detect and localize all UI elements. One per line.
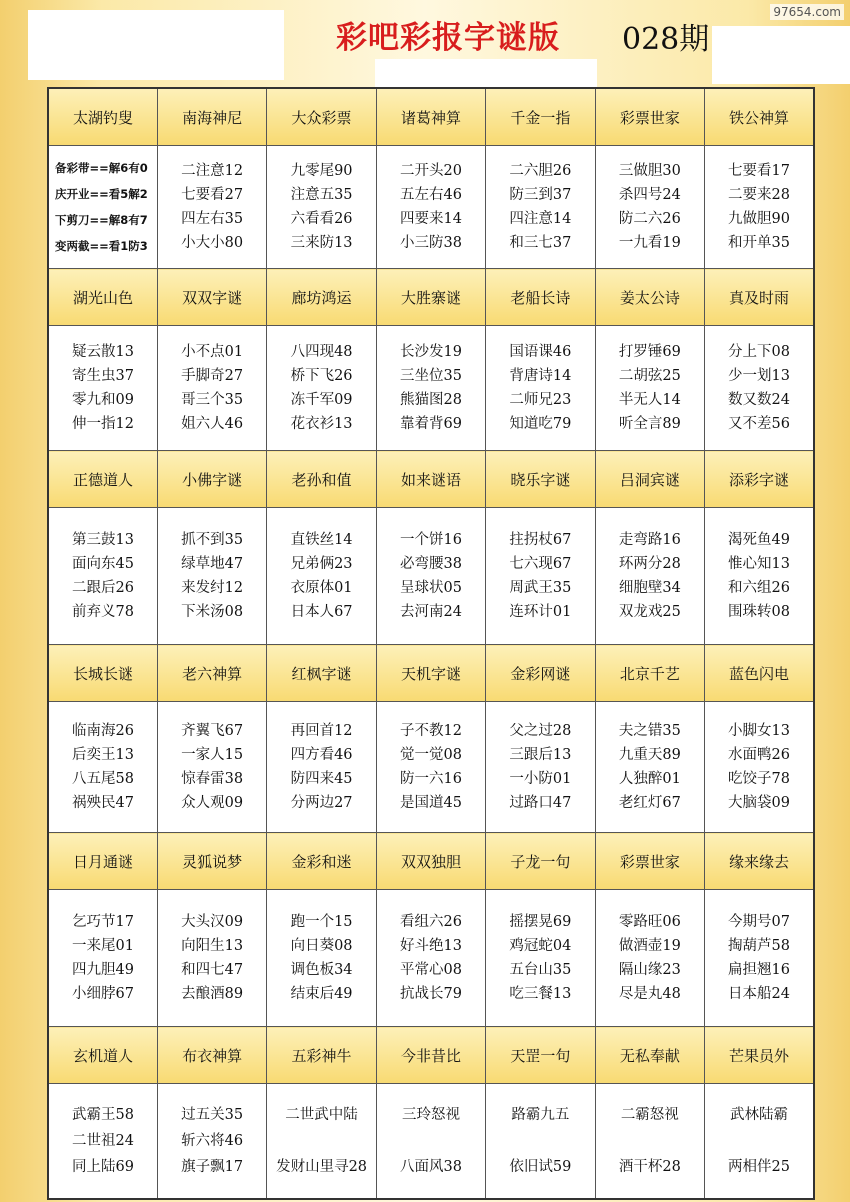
- clue-line: 大头汉09: [181, 914, 244, 930]
- clue-line: 乞巧节17: [71, 914, 134, 930]
- clue-cell: [486, 890, 595, 1027]
- clue-line: 二胡弦25: [618, 368, 681, 384]
- clue-line: 二六胆26: [509, 163, 572, 179]
- clue-row: [48, 1084, 814, 1200]
- clue-line: 同上陆69: [71, 1159, 134, 1175]
- clue-cell: [48, 146, 157, 269]
- clue-line: 打罗锤69: [618, 344, 681, 360]
- clue-cell: [48, 702, 157, 833]
- clue-line: 四方看46: [290, 747, 353, 763]
- clue-line: 过五关35: [181, 1107, 244, 1123]
- clue-line: 二世武中陆: [285, 1107, 358, 1123]
- clue-line: 花衣衫13: [290, 416, 353, 432]
- clue-cell: [267, 702, 376, 833]
- clue-line: 二师兄23: [509, 392, 572, 408]
- expert-name-cell: 老孙和值: [267, 451, 376, 508]
- expert-name-cell: 南海神尼: [157, 88, 266, 146]
- clue-line: 伸一指12: [71, 416, 134, 432]
- clue-line: 齐翼飞67: [181, 723, 244, 739]
- header-row: [48, 833, 814, 890]
- clue-line: 三跟后13: [509, 747, 572, 763]
- header-row: [48, 88, 814, 146]
- clue-line: 二跟后26: [71, 580, 134, 596]
- clue-line: 武林陆霸: [730, 1107, 789, 1123]
- clue-line: 半无人14: [618, 392, 681, 408]
- expert-name-cell: 太湖钓叟: [48, 88, 157, 146]
- clue-line: 数又数24: [728, 392, 790, 408]
- expert-name-cell: 吕洞宾谜: [595, 451, 704, 508]
- clue-line: 九零尾90: [290, 163, 353, 179]
- clue-line: 小细脖67: [71, 986, 134, 1002]
- clue-line: 下米汤08: [181, 604, 244, 620]
- clue-cell: [48, 508, 157, 645]
- clue-line: 小不点01: [181, 344, 244, 360]
- clue-line: 吃三餐13: [509, 986, 572, 1002]
- clue-line: 掏葫芦58: [728, 938, 790, 954]
- clue-line: 水面鸭26: [728, 747, 790, 763]
- clue-line: 靠着背69: [400, 416, 462, 432]
- clue-line: 长沙发19: [400, 344, 462, 360]
- clue-cell: [486, 146, 595, 269]
- clue-line: 做酒壶19: [618, 938, 681, 954]
- clue-line: 好斗绝13: [400, 938, 462, 954]
- clue-line: 疑云散13: [71, 344, 134, 360]
- expert-name-cell: 无私奉献: [595, 1027, 704, 1084]
- clue-line: 桥下飞26: [290, 368, 353, 384]
- clue-line: 人独醉01: [618, 771, 681, 787]
- header-row: [48, 269, 814, 326]
- clue-cell: [595, 326, 704, 451]
- clue-cell: [376, 1084, 485, 1200]
- clue-line: 双龙戏25: [618, 604, 681, 620]
- expert-name-cell: 大胜寨谜: [376, 269, 485, 326]
- blank-panel-center: [375, 59, 597, 89]
- expert-name-cell: 红枫字谜: [267, 645, 376, 702]
- expert-name-cell: 如来谜语: [376, 451, 485, 508]
- clue-line: 冻千军09: [290, 392, 353, 408]
- header-row: [48, 451, 814, 508]
- expert-name-cell: 金彩网谜: [486, 645, 595, 702]
- clue-line: 四要来14: [400, 211, 462, 227]
- expert-name-cell: 双双字谜: [157, 269, 266, 326]
- clue-line: 和四七47: [181, 962, 244, 978]
- expert-name-cell: 蓝色闪电: [705, 645, 814, 702]
- clue-line: 零路旺06: [618, 914, 681, 930]
- clue-cell: [157, 890, 266, 1027]
- clue-line: 扁担翘16: [728, 962, 790, 978]
- clue-line: 走弯路16: [618, 532, 681, 548]
- clue-line: 两相伴25: [728, 1159, 790, 1175]
- clue-cell: [595, 702, 704, 833]
- clue-line: 知道吃79: [509, 416, 572, 432]
- clue-line: 二要来28: [728, 187, 790, 203]
- expert-name-cell: 玄机道人: [48, 1027, 157, 1084]
- clue-line: 二开头20: [400, 163, 462, 179]
- clue-line: 隔山缘23: [618, 962, 681, 978]
- clue-line: 必弯腰38: [400, 556, 462, 572]
- clue-line: 拄拐杖67: [509, 532, 572, 548]
- clue-cell: [157, 508, 266, 645]
- clue-line: 来发纣12: [181, 580, 244, 596]
- clue-line: 九重天89: [618, 747, 681, 763]
- clue-line: 武霸王58: [71, 1107, 134, 1123]
- clue-line: 一来尾01: [71, 938, 134, 954]
- clue-line: 六看看26: [290, 211, 353, 227]
- clue-line: 兄弟俩23: [290, 556, 353, 572]
- clue-line: 结束后49: [290, 986, 353, 1002]
- clue-cell: [705, 890, 814, 1027]
- clue-line: 和三七37: [509, 235, 572, 251]
- clue-line: 变两截==看1防3: [55, 239, 148, 253]
- clue-line: 五左右46: [400, 187, 462, 203]
- clue-line: 日本船24: [728, 986, 790, 1002]
- clue-line: 依旧试59: [509, 1159, 572, 1175]
- clue-line: 和开单35: [728, 235, 790, 251]
- clue-line: 祸殃民47: [71, 795, 134, 811]
- clue-line: 再回首12: [290, 723, 353, 739]
- clue-line: 五台山35: [509, 962, 572, 978]
- expert-name-cell: 布衣神算: [157, 1027, 266, 1084]
- expert-name-cell: 晓乐字谜: [486, 451, 595, 508]
- clue-line: 向日葵08: [290, 938, 353, 954]
- clue-cell: [157, 146, 266, 269]
- expert-name-cell: 今非昔比: [376, 1027, 485, 1084]
- clue-cell: [376, 702, 485, 833]
- clue-line: 防一六16: [400, 771, 462, 787]
- clue-line: 防二六26: [618, 211, 681, 227]
- clue-cell: [595, 890, 704, 1027]
- clue-cell: [705, 326, 814, 451]
- clue-line: 惊春雷38: [181, 771, 244, 787]
- clue-line: 夫之错35: [618, 723, 681, 739]
- expert-name-cell: 北京千艺: [595, 645, 704, 702]
- clue-cell: [486, 508, 595, 645]
- clue-cell: [486, 702, 595, 833]
- clue-line: 少一划13: [728, 368, 790, 384]
- clue-row: [48, 146, 814, 269]
- clue-cell: [267, 508, 376, 645]
- clue-line: [486, 1128, 594, 1154]
- clue-line: 八四现48: [290, 344, 353, 360]
- clue-line: 小三防38: [400, 235, 462, 251]
- clue-line: 零九和09: [71, 392, 134, 408]
- clue-line: 日本人67: [290, 604, 353, 620]
- page-title: 彩吧彩报字谜版: [336, 20, 560, 56]
- clue-line: 临南海26: [71, 723, 134, 739]
- clue-cell: [267, 326, 376, 451]
- issue-number: 028期: [622, 22, 710, 57]
- clue-line: 今期号07: [728, 914, 790, 930]
- clue-cell: [157, 326, 266, 451]
- expert-name-cell: 添彩字谜: [705, 451, 814, 508]
- clue-line: 发财山里寻28: [276, 1159, 368, 1175]
- expert-name-cell: 灵狐说梦: [157, 833, 266, 890]
- clue-line: 去河南24: [400, 604, 462, 620]
- clue-line: 七要看27: [181, 187, 244, 203]
- clue-line: 调色板34: [290, 962, 353, 978]
- expert-name-cell: 彩票世家: [595, 833, 704, 890]
- expert-name-cell: 五彩神牛: [267, 1027, 376, 1084]
- clue-line: 七六现67: [509, 556, 572, 572]
- clue-line: 跑一个15: [290, 914, 353, 930]
- clue-line: 尽是丸48: [618, 986, 681, 1002]
- clue-line: 衣原体01: [290, 580, 353, 596]
- clue-line: 三坐位35: [400, 368, 462, 384]
- clue-line: 四左右35: [181, 211, 244, 227]
- clue-line: [705, 1128, 813, 1154]
- clue-line: 去酿酒89: [181, 986, 244, 1002]
- clue-cell: [267, 146, 376, 269]
- clue-line: 前弃义78: [71, 604, 134, 620]
- clue-line: 后奕王13: [71, 747, 134, 763]
- clue-line: 觉一觉08: [400, 747, 462, 763]
- clue-cell: [705, 508, 814, 645]
- clue-cell: [705, 146, 814, 269]
- clue-line: 周武王35: [509, 580, 572, 596]
- clue-cell: [595, 508, 704, 645]
- clue-line: 渴死鱼49: [728, 532, 790, 548]
- clue-cell: [376, 326, 485, 451]
- clue-cell: [486, 1084, 595, 1200]
- clue-line: 国语课46: [509, 344, 572, 360]
- clue-line: 路霸九五: [511, 1107, 570, 1123]
- clue-line: 八面风38: [400, 1159, 462, 1175]
- header-row: [48, 1027, 814, 1084]
- clue-line: 四注意14: [509, 211, 572, 227]
- clue-cell: [267, 1084, 376, 1200]
- clue-line: 酒干杯28: [618, 1159, 681, 1175]
- blank-panel-left: [28, 10, 284, 80]
- clue-line: 平常心08: [400, 962, 462, 978]
- clue-line: 环两分28: [618, 556, 681, 572]
- clue-cell: [157, 1084, 266, 1200]
- expert-name-cell: 子龙一句: [486, 833, 595, 890]
- clue-line: 三来防13: [290, 235, 353, 251]
- clue-line: 三玲怒视: [401, 1107, 460, 1123]
- expert-name-cell: 真及时雨: [705, 269, 814, 326]
- clue-row: [48, 702, 814, 833]
- expert-name-cell: 诸葛神算: [376, 88, 485, 146]
- clue-line: 小脚女13: [728, 723, 790, 739]
- clue-cell: [595, 1084, 704, 1200]
- clue-line: 绿草地47: [181, 556, 244, 572]
- clue-line: 备彩带==解6有0: [55, 161, 148, 175]
- clue-cell: [705, 1084, 814, 1200]
- clue-line: 下剪刀==解8有7: [55, 213, 148, 227]
- clue-line: 七要看17: [728, 163, 790, 179]
- clue-line: 抓不到35: [181, 532, 244, 548]
- clue-line: 细胞壁34: [618, 580, 681, 596]
- clue-row: [48, 890, 814, 1027]
- clue-cell: [267, 890, 376, 1027]
- clue-line: 姐六人46: [181, 416, 244, 432]
- clue-line: 老红灯67: [618, 795, 681, 811]
- clue-line: 子不教12: [400, 723, 462, 739]
- expert-name-cell: 小佛字谜: [157, 451, 266, 508]
- clue-line: 二霸怒视: [620, 1107, 679, 1123]
- clue-line: 二世祖24: [71, 1133, 134, 1149]
- clue-line: 惟心知13: [728, 556, 790, 572]
- clue-line: 八五尾58: [71, 771, 134, 787]
- clue-line: 一个饼16: [400, 532, 462, 548]
- clue-line: 吃饺子78: [728, 771, 790, 787]
- clue-line: 杀四号24: [618, 187, 681, 203]
- clue-line: 听全言89: [618, 416, 681, 432]
- clue-row: [48, 508, 814, 645]
- clue-line: 一家人15: [181, 747, 244, 763]
- clue-line: 围珠转08: [728, 604, 790, 620]
- clue-line: 看组六26: [400, 914, 462, 930]
- clue-line: 抗战长79: [400, 986, 462, 1002]
- expert-name-cell: 廊坊鸿运: [267, 269, 376, 326]
- clue-cell: [48, 326, 157, 451]
- expert-name-cell: 老六神算: [157, 645, 266, 702]
- expert-name-cell: 千金一指: [486, 88, 595, 146]
- clue-line: 分两边27: [290, 795, 353, 811]
- clue-cell: [376, 890, 485, 1027]
- clue-cell: [376, 508, 485, 645]
- expert-name-cell: 正德道人: [48, 451, 157, 508]
- clue-cell: [157, 702, 266, 833]
- expert-name-cell: 天机字谜: [376, 645, 485, 702]
- clue-line: [596, 1128, 704, 1154]
- clue-line: 连环计01: [509, 604, 572, 620]
- clue-line: 哥三个35: [181, 392, 244, 408]
- expert-name-cell: 双双独胆: [376, 833, 485, 890]
- clue-cell: [705, 702, 814, 833]
- clue-line: 直铁丝14: [290, 532, 353, 548]
- riddle-grid: [47, 87, 815, 1200]
- clue-line: 一小防01: [509, 771, 572, 787]
- clue-line: 众人观09: [181, 795, 244, 811]
- clue-line: 分上下08: [728, 344, 790, 360]
- clue-line: 呈球状05: [400, 580, 462, 596]
- expert-name-cell: 金彩和迷: [267, 833, 376, 890]
- clue-line: 庆开业==看5解2: [55, 187, 148, 201]
- expert-name-cell: 日月通谜: [48, 833, 157, 890]
- clue-line: 注意五35: [290, 187, 353, 203]
- clue-line: 防三到37: [509, 187, 572, 203]
- clue-line: 和六组26: [728, 580, 790, 596]
- expert-name-cell: 缘来缘去: [705, 833, 814, 890]
- clue-line: 四九胆49: [71, 962, 134, 978]
- clue-line: 过路口47: [509, 795, 572, 811]
- expert-name-cell: 老船长诗: [486, 269, 595, 326]
- clue-line: 旗子飘17: [181, 1159, 244, 1175]
- expert-name-cell: 彩票世家: [595, 88, 704, 146]
- clue-cell: [48, 1084, 157, 1200]
- expert-name-cell: 湖光山色: [48, 269, 157, 326]
- clue-cell: [595, 146, 704, 269]
- clue-line: 九做胆90: [728, 211, 790, 227]
- clue-line: 父之过28: [509, 723, 572, 739]
- clue-row: [48, 326, 814, 451]
- clue-line: [267, 1128, 375, 1154]
- site-watermark: 97654.com: [770, 4, 844, 20]
- blank-panel-right: [712, 26, 850, 84]
- clue-line: 背唐诗14: [509, 368, 572, 384]
- clue-line: 斩六将46: [181, 1133, 244, 1149]
- clue-line: 小大小80: [181, 235, 244, 251]
- expert-name-cell: 长城长谜: [48, 645, 157, 702]
- header-row: [48, 645, 814, 702]
- expert-name-cell: 姜太公诗: [595, 269, 704, 326]
- clue-line: 一九看19: [618, 235, 681, 251]
- clue-line: 二注意12: [181, 163, 244, 179]
- clue-line: 大脑袋09: [728, 795, 790, 811]
- clue-line: 是国道45: [400, 795, 462, 811]
- clue-cell: [486, 326, 595, 451]
- clue-line: 鸡冠蛇04: [509, 938, 572, 954]
- expert-name-cell: 大众彩票: [267, 88, 376, 146]
- clue-line: 又不差56: [728, 416, 790, 432]
- clue-line: [377, 1128, 485, 1154]
- expert-name-cell: 芒果员外: [705, 1027, 814, 1084]
- clue-line: 第三鼓13: [71, 532, 134, 548]
- clue-line: 三做胆30: [618, 163, 681, 179]
- clue-cell: [376, 146, 485, 269]
- clue-line: 熊猫图28: [400, 392, 462, 408]
- clue-line: 手脚奇27: [181, 368, 244, 384]
- clue-cell: [48, 890, 157, 1027]
- clue-line: 摇摆晃69: [509, 914, 572, 930]
- clue-line: 向阳生13: [181, 938, 244, 954]
- clue-line: 寄生虫37: [71, 368, 134, 384]
- expert-name-cell: 铁公神算: [705, 88, 814, 146]
- expert-name-cell: 天罡一句: [486, 1027, 595, 1084]
- clue-line: 面向东45: [71, 556, 134, 572]
- clue-line: 防四来45: [290, 771, 353, 787]
